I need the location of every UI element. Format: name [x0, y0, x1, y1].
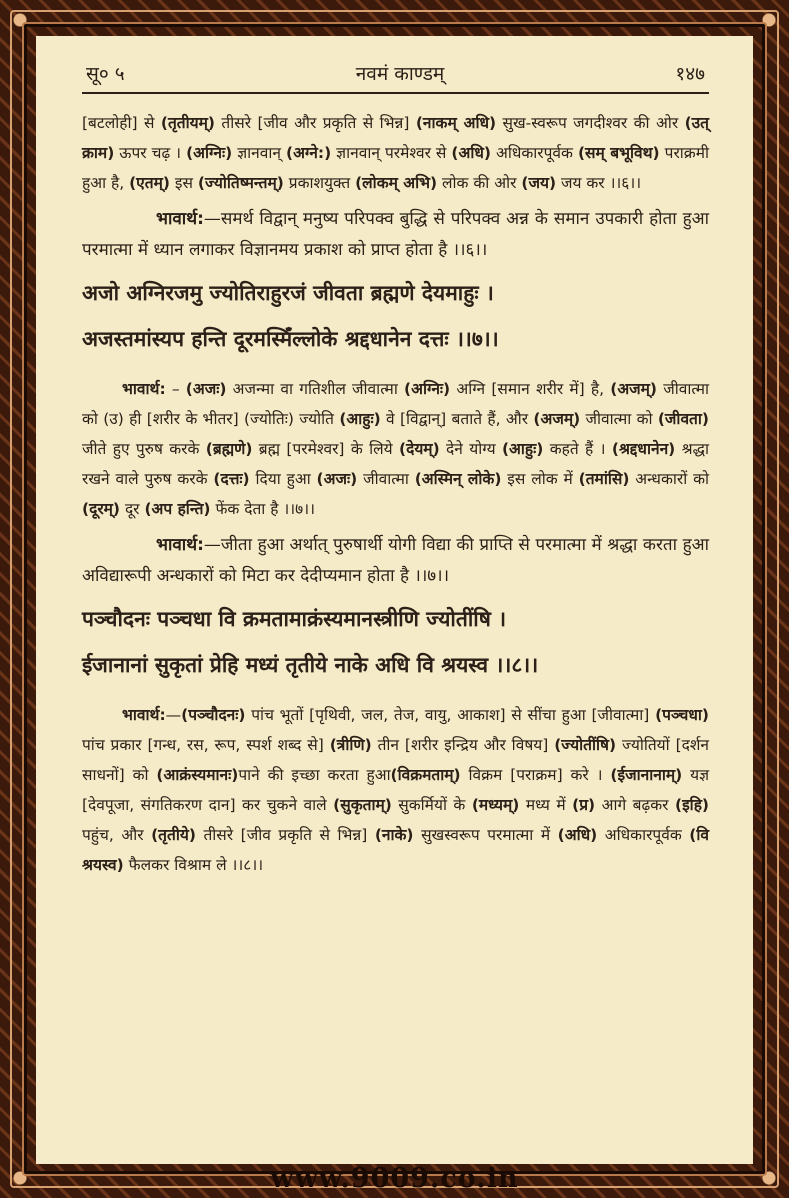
sukta-number: सू० ५ [86, 63, 125, 85]
text-run: इस [169, 174, 198, 192]
keyword-term: (एतम्) [129, 174, 170, 192]
text-run: अग्नि [समान शरीर में] है, [450, 380, 611, 398]
keyword-term: (अग्निः) [404, 380, 451, 398]
keyword-term: (आक्रंस्यमानः) [156, 766, 239, 784]
text-run: ज्योतियों [दर्शन साधनों] को [82, 736, 709, 784]
text-run: —समर्थ विद्वान् मनुष्य परिपक्व बुद्धि से परिपक्व अन्न के समान उपकारी होता हुआ परमात्मा में ध्यान लगाकर विज्ञानमय प्रकाश को प्राप्त होता है ।।६।। [82, 209, 709, 260]
keyword-term: (विक्रमताम्) [390, 766, 461, 784]
keyword-term: (त्रीणि) [329, 736, 372, 754]
text-run: जय कर ।।६।। [556, 174, 642, 192]
bhavartha-verse-6 [82, 204, 709, 266]
text-run: ज्ञानवान् परमेश्वर से [331, 144, 452, 162]
keyword-term: (लोकम् अभि) [355, 174, 438, 192]
keyword-term: (ज्योतिष्मन्तम्) [197, 174, 284, 192]
text-run: तीसरे [जीव और प्रकृति से भिन्न] [214, 114, 416, 132]
keyword-term: भावार्थ: [122, 706, 166, 724]
text-run: वे [विद्वान्] बताते हैं, और [380, 410, 534, 428]
keyword-term: (देयम्) [399, 440, 440, 458]
keyword-term: (अजम्) [610, 380, 658, 398]
page-header [82, 60, 709, 94]
keyword-term: भावार्थ: [156, 535, 204, 555]
text-run: तीसरे [जीव प्रकृति से भिन्न] [195, 826, 375, 844]
text-run: दिया हुआ [249, 470, 317, 488]
text-run: – [165, 380, 186, 398]
text-run: दूर [120, 500, 145, 518]
keyword-term: (अजः) [185, 380, 227, 398]
bhavartha-verse-7 [82, 530, 709, 592]
text-run: सुकर्मियों के [391, 796, 472, 814]
keyword-term: (ईजानानाम्) [610, 766, 683, 784]
mantra-7-line-2: अजस्तमांस्यप हन्ति दूरमस्मिँल्लोके श्रद्दधानेन दत्तः ।।७।। [82, 326, 499, 351]
text-run: अधिकारपूर्वक [597, 826, 690, 844]
text-run: पहुंच, और [82, 826, 152, 844]
text-run: पांच भूतों [पृथिवी, जल, तेज, वायु, आकाश] से सींचा हुआ [जीवात्मा] [245, 706, 656, 724]
text-run: अजन्मा वा गतिशील जीवात्मा [226, 380, 405, 398]
page-number: १४७ [675, 63, 705, 85]
keyword-term: (नाके) [374, 826, 414, 844]
footer-bar [36, 1164, 753, 1198]
keyword-term: (ब्रह्मणे) [205, 440, 253, 458]
keyword-term: (सुकृताम्) [333, 796, 392, 814]
keyword-term: भावार्थ: [156, 209, 204, 229]
text-run: जीवात्मा को [580, 410, 658, 428]
text-run: — [165, 706, 182, 724]
keyword-term: (अप हन्ति) [144, 500, 211, 518]
text-run: मध्य में [519, 796, 573, 814]
keyword-term: (वि श्रयस्व) [82, 826, 709, 874]
keyword-term: भावार्थ: [122, 380, 166, 398]
keyword-term: (इहि) [674, 796, 710, 814]
keyword-term: (श्रद्दधानेन) [611, 440, 676, 458]
keyword-term: (पञ्चौदनः) [181, 706, 246, 724]
text-run: सुखस्वरूप परमात्मा में [413, 826, 558, 844]
keyword-term: (जय) [521, 174, 557, 192]
text-run: जीते हुए पुरुष करके [82, 440, 206, 458]
keyword-term: (अजम्) [533, 410, 581, 428]
text-run: लोक की ओर [437, 174, 522, 192]
text-run: कहते हैं । [543, 440, 612, 458]
keyword-term: (अग्निः) [186, 144, 233, 162]
keyword-term: (पञ्चधा) [655, 706, 709, 724]
keyword-term: (जीवता) [657, 410, 709, 428]
text-run: यज्ञ [देवपूजा, संगतिकरण दान] कर चुकने वाले [82, 766, 710, 814]
keyword-term: (सम् बभूविथ) [577, 144, 660, 162]
mantra-7-line-1: अजो अग्निरजमु ज्योतिराहुरजं जीवता ब्रह्मणे देयमाहुः । [82, 280, 494, 305]
text-run: सुख-स्वरूप जगदीश्वर की ओर [496, 114, 685, 132]
mantra-8-line-1: पञ्चौदनः पञ्चधा वि क्रमतामाक्रंस्यमानस्त्रीणि ज्योतींषि । [82, 606, 507, 631]
commentary-verse-6 [82, 108, 709, 198]
text-run: देने योग्य [439, 440, 502, 458]
text-run: पाने की इच्छा करता हुआ [238, 766, 391, 784]
text-run: ज्ञानवान् [232, 144, 286, 162]
commentary-verse-7 [82, 374, 709, 524]
text-run: श्रद्धा रखने वाले पुरुष करके [82, 440, 710, 488]
keyword-term: (उत् क्राम) [82, 114, 710, 162]
keyword-term: (नाकम् अधि) [415, 114, 497, 132]
text-run: पांच प्रकार [गन्ध, रस, रूप, स्पर्श शब्द से] [82, 736, 330, 754]
kanda-title: नवमं काण्डम् [355, 63, 445, 85]
mantra-8-line-2: ईजानानां सुकृतां प्रेहि मध्यं तृतीये नाके अधि वि श्रयस्व ।।८।। [82, 652, 539, 677]
keyword-term: (अधि) [557, 826, 598, 844]
text-run: प्रकाशयुक्त [283, 174, 356, 192]
keyword-term: (अस्मिन् लोके) [414, 470, 502, 488]
text-run: इस लोक में [501, 470, 579, 488]
commentary-verse-8 [82, 700, 709, 880]
keyword-term: (ज्योतींषि) [554, 736, 617, 754]
keyword-term: (तमांसि) [578, 470, 630, 488]
text-run: फेंक देता है ।।७।। [210, 500, 315, 518]
keyword-term: (अधि) [451, 144, 491, 162]
text-run: अधिकारपूर्वक [490, 144, 578, 162]
text-run: अन्धकारों को [629, 470, 710, 488]
keyword-term: (आहुः) [339, 410, 381, 428]
keyword-term: (प्र) [572, 796, 596, 814]
text-run: विक्रम [पराक्रम] करे । [460, 766, 611, 784]
keyword-term: (तृतीयम्) [160, 114, 215, 132]
website-url: www.9009.co.in [270, 1163, 519, 1194]
keyword-term: (मध्यम्) [471, 796, 520, 814]
text-run: जीवात्मा को (उ) ही [शरीर के भीतर] (ज्योतिः) ज्योति [82, 380, 709, 428]
text-run: ब्रह्म [परमेश्वर] के लिये [252, 440, 399, 458]
keyword-term: (तृतीये) [151, 826, 196, 844]
keyword-term: (दूरम्) [82, 500, 121, 518]
text-run: ऊपर चढ़ । [114, 144, 187, 162]
book-page [36, 36, 753, 1164]
text-run: तीन [शरीर इन्द्रिय और विषय] [371, 736, 555, 754]
text-run: फैलकर विश्राम ले ।।८।। [123, 856, 264, 874]
keyword-term: (आहुः) [501, 440, 544, 458]
text-run: जीवात्मा [357, 470, 415, 488]
keyword-term: (अजः) [316, 470, 358, 488]
keyword-term: (अग्ने:) [285, 144, 332, 162]
text-run: —जीता हुआ अर्थात् पुरुषार्थी योगी विद्या की प्राप्ति से परमात्मा में श्रद्धा करता हुआ अविद्यारूपी अन्धकारों को मिटा कर देदीप्यमान होता है ।।७।। [82, 535, 709, 586]
text-run: [बटलोही] से [82, 114, 161, 132]
keyword-term: (दत्तः) [213, 470, 250, 488]
text-run: पराक्रमी हुआ है, [82, 144, 709, 192]
text-run: आगे बढ़कर [595, 796, 675, 814]
